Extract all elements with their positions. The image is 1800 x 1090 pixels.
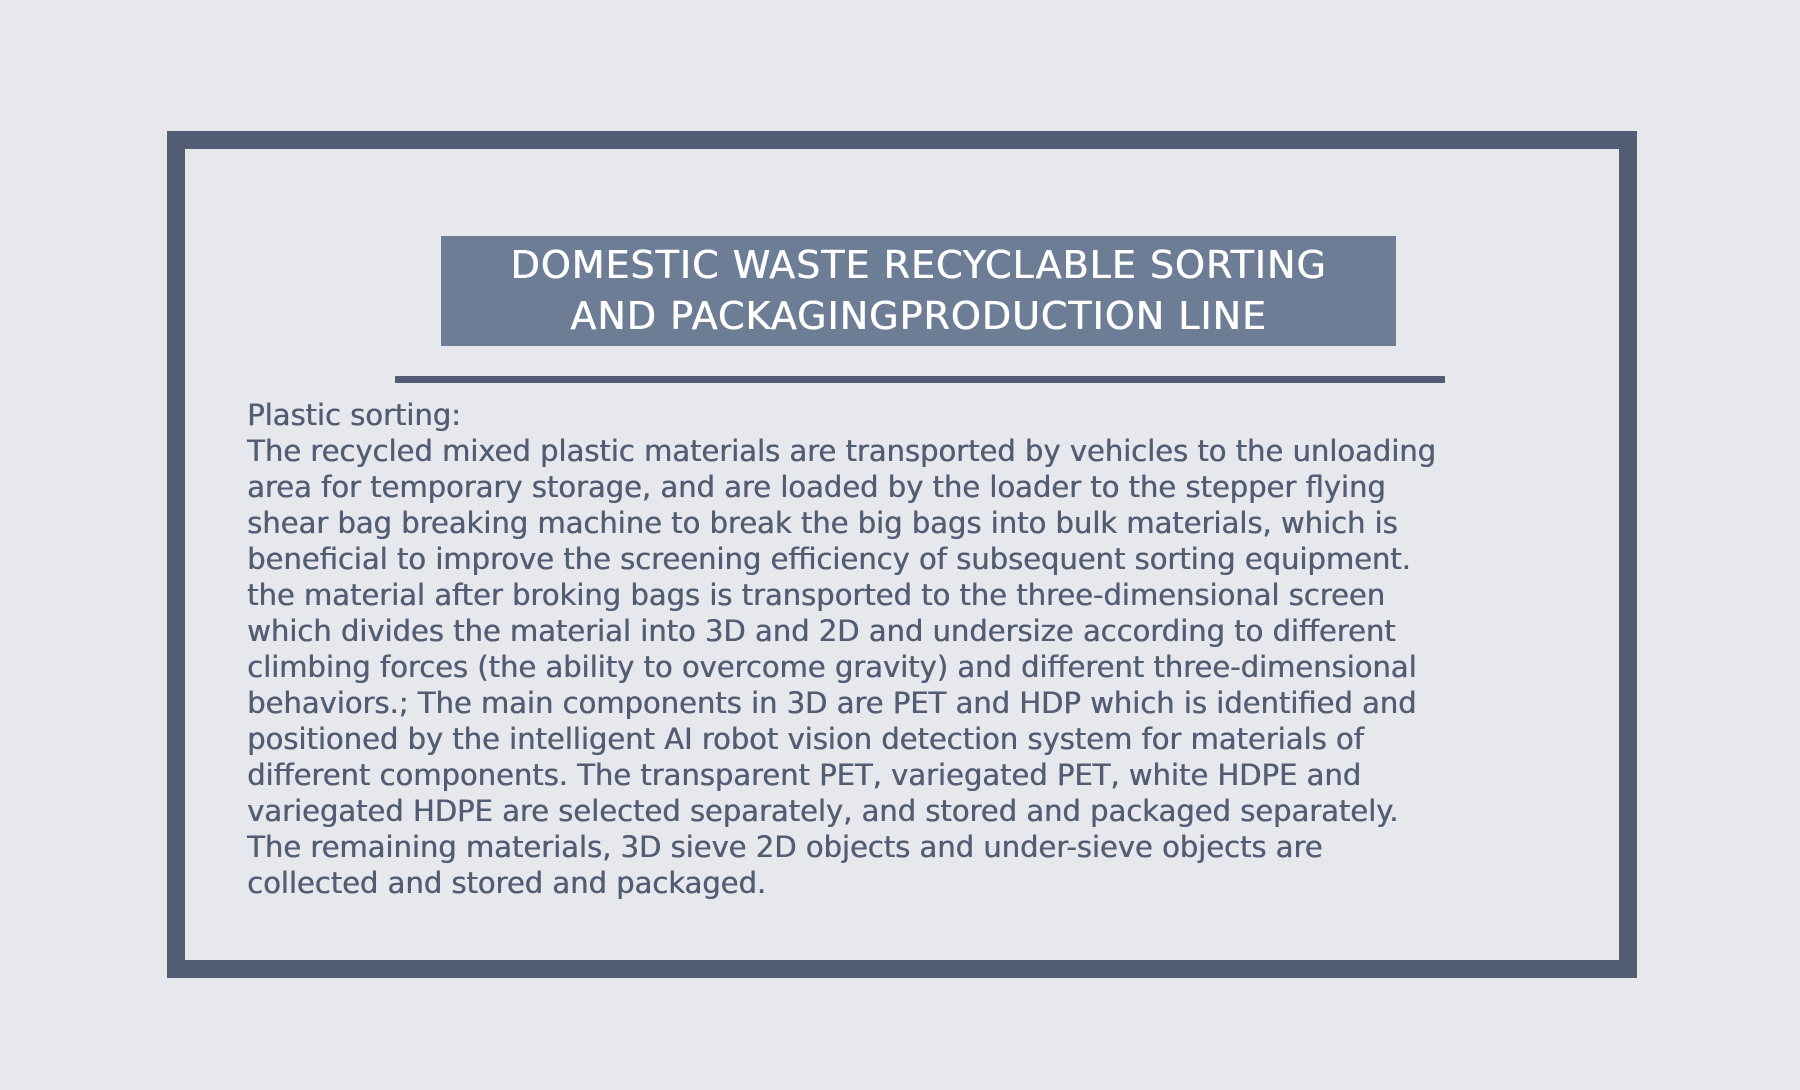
paragraph-line: the material after broking bags is transported to the three-dimensional screen xyxy=(247,578,1385,612)
paragraph-line: positioned by the intelligent AI robot vision detection system for materials of xyxy=(247,722,1364,756)
paragraph-line: behaviors.; The main components in 3D are PET and HDP which is identified and xyxy=(247,686,1417,720)
paragraph-line: collected and stored and packaged. xyxy=(247,866,767,900)
section-paragraph xyxy=(247,433,1577,901)
paragraph-line: which divides the material into 3D and 2D and undersize according to different xyxy=(247,614,1396,648)
paragraph-line: The remaining materials, 3D sieve 2D objects and under-sieve objects are xyxy=(247,830,1323,864)
title-line: DOMESTIC WASTE RECYCLABLE SORTING xyxy=(510,243,1327,287)
paragraph-line: variegated HDPE are selected separately, and stored and packaged separately. xyxy=(247,794,1399,828)
paragraph-line: The recycled mixed plastic materials are transported by vehicles to the unloading xyxy=(247,434,1436,468)
document-frame xyxy=(167,131,1637,978)
paragraph-line: different components. The transparent PET, variegated PET, white HDPE and xyxy=(247,758,1361,792)
paragraph-line: shear bag breaking machine to break the big bags into bulk materials, which is xyxy=(247,506,1398,540)
paragraph-line: beneficial to improve the screening efficiency of subsequent sorting equipment. xyxy=(247,542,1411,576)
title-line: AND PACKAGINGPRODUCTION LINE xyxy=(570,294,1267,338)
body-text xyxy=(247,397,1577,901)
paragraph-line: area for temporary storage, and are loaded by the loader to the stepper flying xyxy=(247,470,1386,504)
title-banner xyxy=(441,236,1396,346)
title-divider xyxy=(395,376,1445,383)
page-title xyxy=(510,240,1326,342)
section-heading: Plastic sorting: xyxy=(247,398,461,432)
paragraph-line: climbing forces (the ability to overcome gravity) and different three-dimensional xyxy=(247,650,1417,684)
